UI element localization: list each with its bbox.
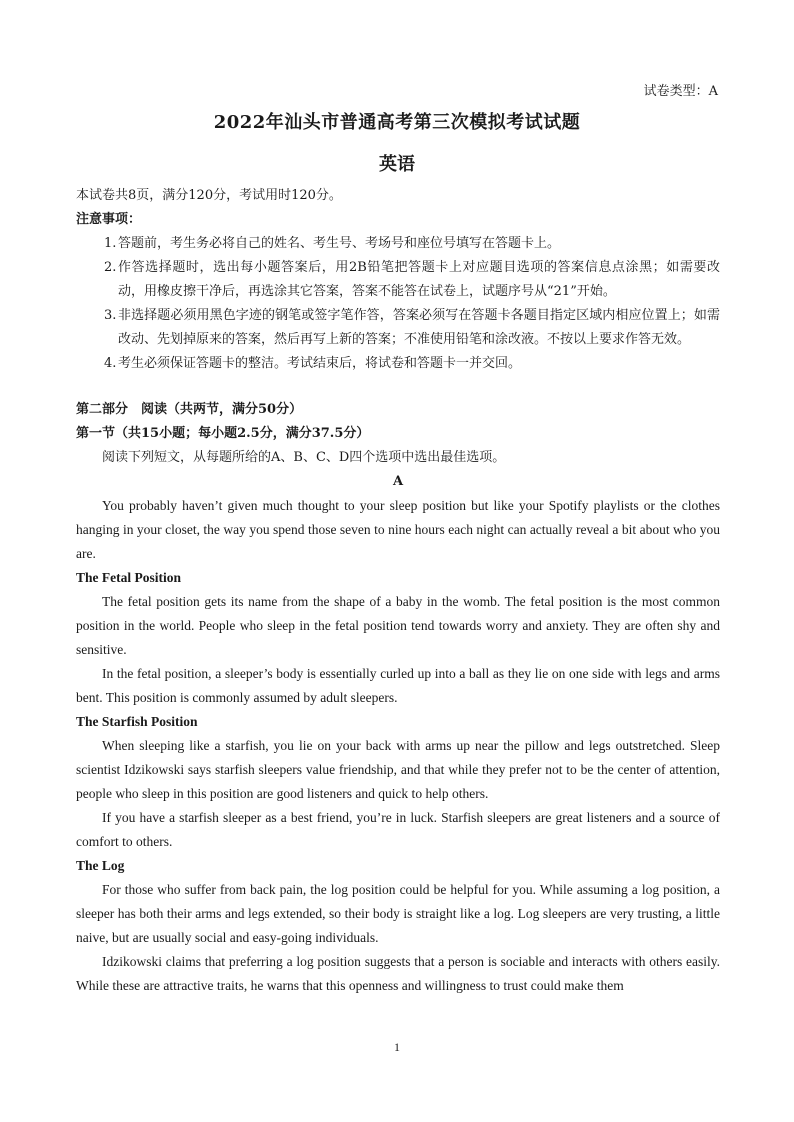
notice-item bbox=[76, 352, 720, 376]
exam-title: 2022年汕头市普通高考第三次模拟考试试题 bbox=[213, 112, 581, 133]
passage-paragraph: For those who suffer from back pain, the log position could be helpful for you. While assuming a log position, a sleeper has both their arms and legs extended, so their body is straight like a log. Log sleepers are very trusting, a little naive, but are usually social and easy-going individuals. bbox=[76, 882, 720, 945]
passage-heading: The Starfish Position bbox=[76, 714, 198, 729]
passage-paragraph: When sleeping like a starfish, you lie on your back with arms up near the pillow and legs outstretched. Sleep scientist Idzikowski says starfish sleepers value friendship, and that while they prefer not to be the center of attention, people who sleep in this position are good listeners and quick to help others. bbox=[76, 738, 720, 801]
passage-heading: The Log bbox=[76, 858, 125, 873]
notice-list bbox=[76, 232, 720, 376]
notice-heading: 注意事项： bbox=[76, 212, 142, 227]
notice-item-text: 作答选择题时，选出每小题答案后，用2B铅笔把答题卡上对应题目选项的答案信息点涂黑；如需要改动，用橡皮擦干净后，再选涂其它答案，答案不能答在试卷上，试题序号从“21”开始。 bbox=[118, 260, 720, 299]
notice-item-number: 4. bbox=[104, 356, 117, 371]
passage-paragraph: In the fetal position, a sleeper’s body is essentially curled up into a ball as they lie on one side with legs and arms bent. This position is commonly assumed by adult sleepers. bbox=[76, 666, 720, 705]
passage-label: A bbox=[392, 474, 404, 489]
exam-type-label: 试卷类型：A bbox=[643, 84, 718, 99]
page-number: 1 bbox=[394, 1040, 400, 1054]
part-heading: 第二部分 阅读（共两节，满分50分） bbox=[76, 402, 303, 417]
notice-item-text: 非选择题必须用黑色字迹的钢笔或签字笔作答，答案必须写在答题卡各题目指定区域内相应位置上；如需改动、先划掉原来的答案，然后再写上新的答案；不准使用铅笔和涂改液。不按以上要求作答无效。 bbox=[118, 308, 720, 347]
notice-item-number: 3. bbox=[104, 308, 117, 323]
notice-item-number: 1. bbox=[104, 236, 117, 251]
passage-paragraph: If you have a starfish sleeper as a best friend, you’re in luck. Starfish sleepers are great listeners and a source of comfort to others. bbox=[76, 810, 720, 849]
notice-item bbox=[76, 304, 720, 352]
reading-instruction: 阅读下列短文，从每题所给的A、B、C、D四个选项中选出最佳选项。 bbox=[102, 450, 506, 465]
section-spacer bbox=[76, 376, 720, 398]
notice-item bbox=[76, 256, 720, 304]
notice-item bbox=[76, 232, 720, 256]
subsection-heading: 第一节（共15小题；每小题2.5分，满分37.5分） bbox=[76, 426, 370, 441]
notice-item-number: 2. bbox=[104, 260, 117, 275]
notice-item-text: 考生必须保证答题卡的整洁。考试结束后，将试卷和答题卡一并交回。 bbox=[118, 356, 522, 371]
passage-paragraph: Idzikowski claims that preferring a log position suggests that a person is sociable and interacts with others easily. While these are attractive traits, he warns that this openness and willingness to trust could make them bbox=[76, 954, 720, 993]
passage-intro: You probably haven’t given much thought to your sleep position but like your Spotify playlists or the clothes hanging in your closet, the way you spend those seven to nine hours each night can actually reveal a bit about who you are. bbox=[76, 498, 720, 561]
exam-intro: 本试卷共8页，满分120分，考试用时120分。 bbox=[76, 188, 342, 203]
exam-body bbox=[76, 184, 720, 998]
notice-item-text: 答题前，考生务必将自己的姓名、考生号、考场号和座位号填写在答题卡上。 bbox=[118, 236, 561, 251]
passage-heading: The Fetal Position bbox=[76, 570, 181, 585]
passage-paragraph: The fetal position gets its name from the shape of a baby in the womb. The fetal position is the most common position in the world. People who sleep in the fetal position tend towards worry and anxiety. They are often shy and sensitive. bbox=[76, 594, 720, 657]
subject-title: 英语 bbox=[379, 154, 415, 175]
reading-passage bbox=[76, 494, 720, 998]
